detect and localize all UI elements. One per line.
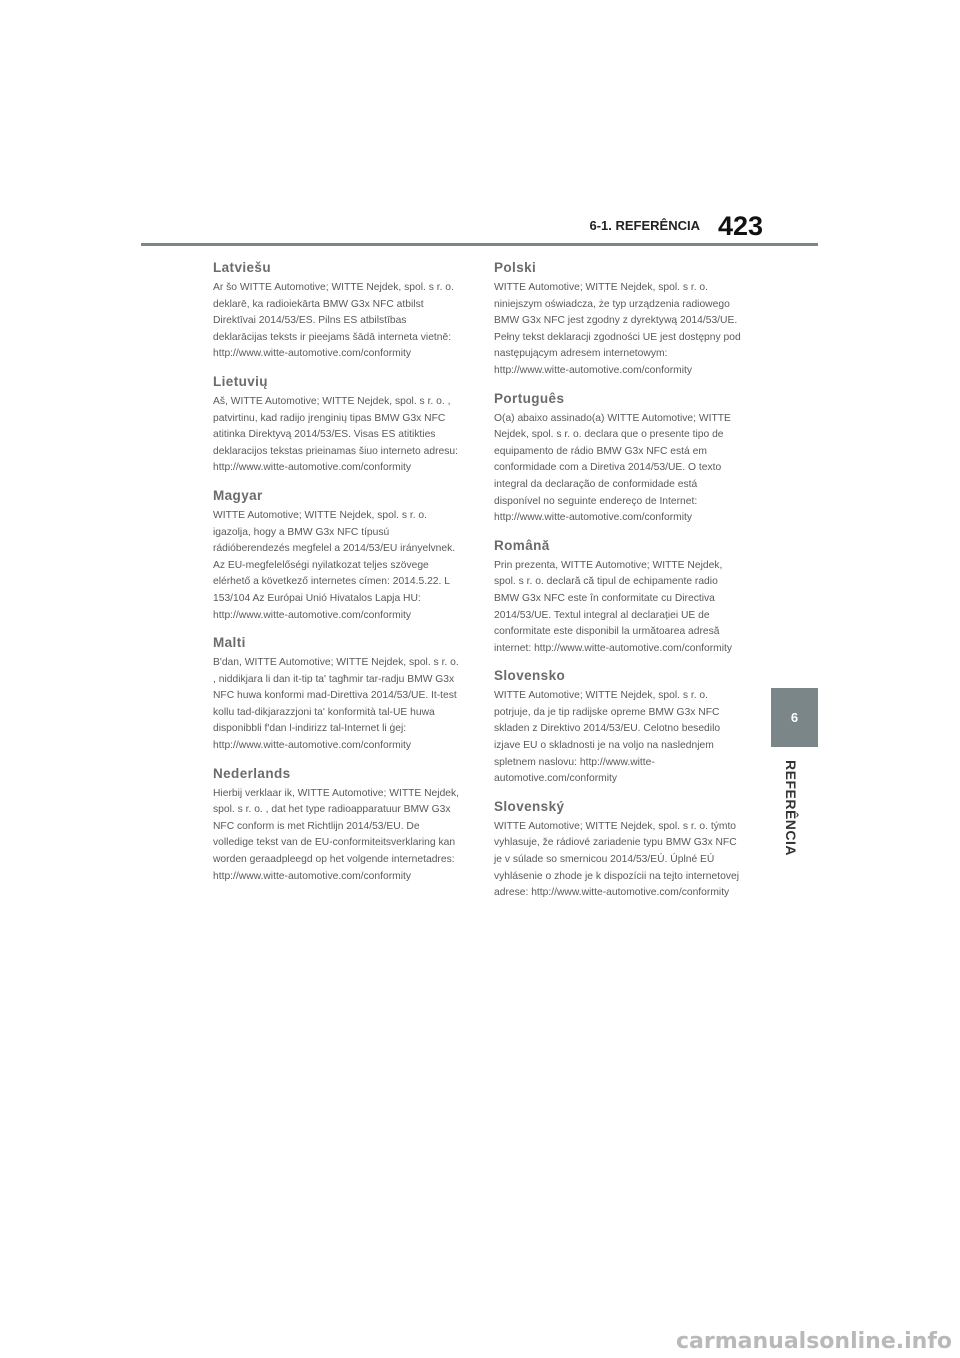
section-heading: Nederlands bbox=[213, 765, 291, 781]
section-nederlands bbox=[213, 766, 463, 886]
section-text: WITTE Automotive; WITTE Nejdek, spol. s r. o. potrjuje, da je tip radijske opreme BMW G3x NFC skladen z Direktivo 2014/53/EU. Celotno besedilo izjave EU o skladnosti je na voljo na naslednjem spletnem naslovu: http://www.witte-automotive.com/conformity bbox=[494, 690, 721, 785]
section-text: Aš, WITTE Automotive; WITTE Nejdek, spol. s r. o. , patvirtinu, kad radijo įrenginių tipas BMW G3x NFC atitinka Direktyvą 2014/53/ES. Visas ES atitikties deklaracijos tekstas prieinamas šiuo interneto adresu: http://www.witte-automotive.com/conformity bbox=[213, 395, 458, 474]
right-column bbox=[494, 260, 744, 913]
section-portugues bbox=[494, 391, 744, 527]
chapter-tab[interactable] bbox=[771, 688, 818, 747]
section-heading: Malti bbox=[213, 635, 246, 651]
section-heading: Slovenský bbox=[494, 798, 565, 814]
chapter-number: 6 bbox=[790, 710, 799, 725]
header-rule bbox=[141, 243, 818, 246]
section-slovensko bbox=[494, 668, 744, 788]
left-column bbox=[213, 260, 463, 896]
page-number: 423 bbox=[718, 211, 764, 241]
section-heading: Slovensko bbox=[494, 668, 566, 684]
section-text: O(a) abaixo assinado(a) WITTE Automotive; WITTE Nejdek, spol. s r. o. declara que o presente tipo de equipamento de rádio BMW G3x NFC está em conformidade com a Diretiva 2014/53/UE. O texto integral da declaração de conformidade está disponível no seguinte endereço de Internet: http://www.witte-automotive.com/conformity bbox=[494, 412, 731, 524]
section-latviesu bbox=[213, 260, 463, 363]
section-magyar bbox=[213, 488, 463, 624]
section-text: WITTE Automotive; WITTE Nejdek, spol. s r. o. niniejszym oświadcza, że typ urządzenia radiowego BMW G3x NFC jest zgodny z dyrektywą 2014/53/UE. Pełny tekst deklaracji zgodności UE jest dostępny pod następującym adresem internetowym: http://www.witte-automotive.com/conformity bbox=[494, 282, 741, 376]
section-romana bbox=[494, 538, 744, 658]
watermark: carmanualsonline.info bbox=[676, 1329, 952, 1354]
section-heading: Română bbox=[494, 537, 550, 553]
section-text: B'dan, WITTE Automotive; WITTE Nejdek, spol. s r. o. , niddikjara li dan it-tip ta' tagħmir tar-radju BMW G3x NFC huwa konformi mad-Direttiva 2014/53/UE. It-test kollu tad-dikjarazzjoni ta' konformità tal-UE huwa disponibbli f'dan l-indirizz tal-Internet li ġej: http://www.witte-automotive.com/conformity bbox=[213, 657, 459, 752]
section-text: Prin prezenta, WITTE Automotive; WITTE Nejdek, spol. s r. o. declară că tipul de echipamente radio BMW G3x NFC este în conformitate cu Directiva 2014/53/UE. Textul integral al declarației UE de conformitate este disponibil la următoarea adresă internet: http://www.witte-automotive.com/conformity bbox=[494, 559, 733, 654]
section-text: WITTE Automotive; WITTE Nejdek, spol. s r. o. igazolja, hogy a BMW G3x NFC típusú rádióberendezés megfelel a 2014/53/EU irányelvnek. Az EU-megfelelőségi nyilatkozat teljes szövege elérhető a következő internetes címen: 2014.5.22. L 153/104 Az Európai Unió Hivatalos Lapja HU: http://www.witte-automotive.com/conformity bbox=[213, 509, 456, 621]
section-lietuviu bbox=[213, 374, 463, 477]
section-text: Hierbij verklaar ik, WITTE Automotive; WITTE Nejdek, spol. s r. o. , dat het type radioapparatuur BMW G3x NFC conform is met Richtlijn 2014/53/EU. De volledige tekst van de EU-conformiteitsverklaring kan worden geraadpleegd op het volgende internetadres: http://www.witte-automotive.com/conformity bbox=[213, 787, 460, 882]
section-text: Ar šo WITTE Automotive; WITTE Nejdek, spol. s r. o. deklarē, ka radioiekārta BMW G3x NFC atbilst Direktīvai 2014/53/ES. Pilns ES atbilstības deklarācijas teksts ir pieejams šādā interneta vietnē: http://www.witte-automotive.com/conformity bbox=[213, 282, 454, 360]
section-slovensky bbox=[494, 799, 744, 902]
section-heading: Magyar bbox=[213, 487, 263, 503]
section-polski bbox=[494, 260, 744, 380]
section-heading: Lietuvių bbox=[213, 373, 268, 389]
chapter-label: REFERÊNCIA bbox=[783, 760, 799, 857]
section-heading: Polski bbox=[494, 260, 537, 275]
section-malti bbox=[213, 635, 463, 755]
section-heading: Português bbox=[494, 390, 565, 406]
header-title: 6-1. REFERÊNCIA bbox=[589, 218, 700, 233]
section-heading: Latviešu bbox=[213, 260, 271, 275]
section-text: WITTE Automotive; WITTE Nejdek, spol. s r. o. týmto vyhlasuje, že rádiové zariadenie typu BMW G3x NFC je v súlade so smernicou 2014/53/EÚ. Úplné EÚ vyhlásenie o zhode je k dispozícii na tejto internetovej adrese: http://www.witte-automotive.com/conformity bbox=[494, 820, 739, 899]
